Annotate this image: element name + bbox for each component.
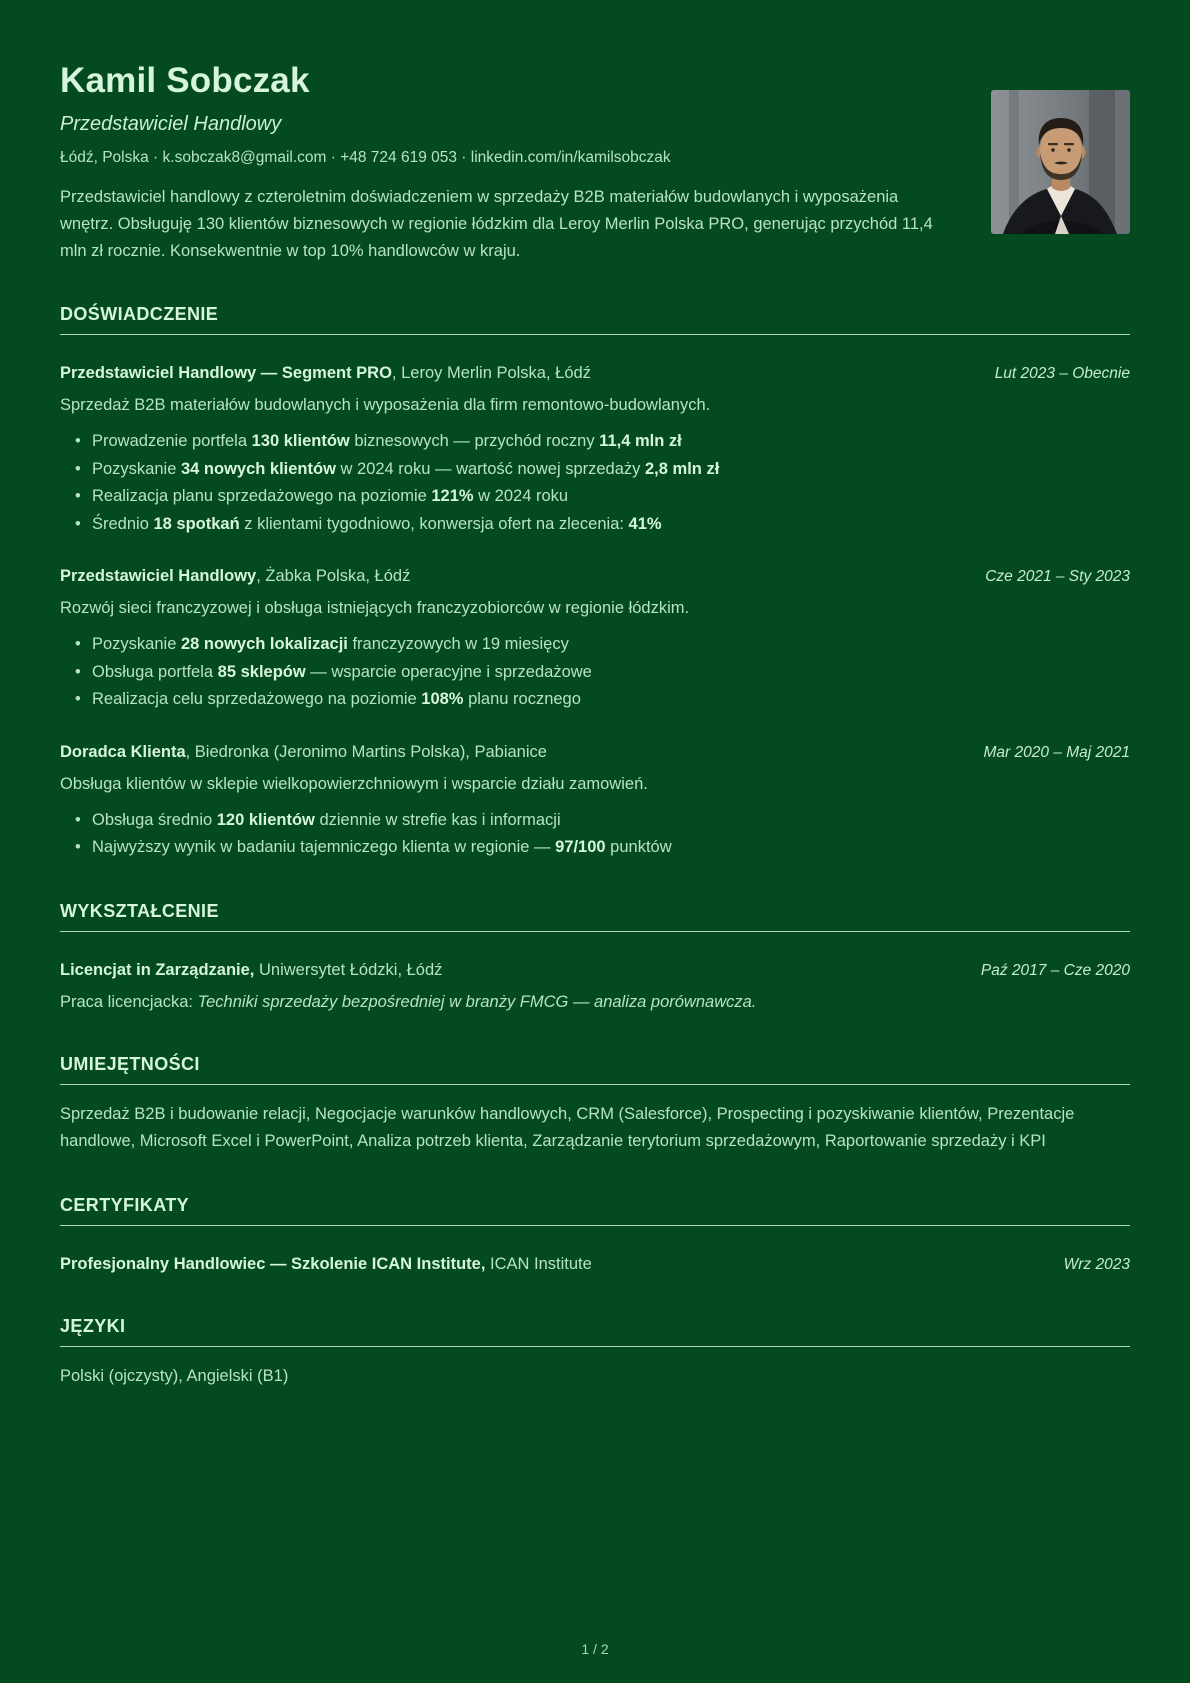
text-run: Obsługa portfela: [92, 662, 218, 681]
entry-title: [60, 564, 410, 588]
entry-bullet: [60, 659, 1130, 687]
text-run: Obsługa średnio: [92, 810, 217, 829]
text-run: w 2024 roku — wartość nowej sprzedaży: [335, 459, 645, 478]
text-run: franczyzowych w 19 miesięcy: [347, 635, 569, 653]
education-entry: [60, 958, 1130, 1015]
entry-head: [60, 1252, 1130, 1277]
entry-bullet: [60, 834, 1130, 862]
education-entries: [60, 958, 1130, 1015]
section-experience: [60, 303, 1130, 862]
section-title-education: WYKSZTAŁCENIE: [60, 900, 1130, 932]
entry-date: Mar 2020 – Maj 2021: [983, 743, 1130, 761]
text-run: Profesjonalny Handlowiec — Szkolenie ICAN Institute,: [60, 1254, 486, 1273]
text-run: Uniwersytet Łódzki, Łódź: [254, 960, 443, 979]
text-run: 28 nowych lokalizacji: [180, 635, 348, 653]
text-run: planu rocznego: [463, 690, 581, 708]
section-languages: [60, 1315, 1130, 1391]
page-number: 1 / 2: [581, 1641, 609, 1657]
text-run: 34 nowych klientów: [180, 459, 336, 478]
text-run: 121%: [431, 487, 474, 505]
section-education: [60, 900, 1130, 1015]
text-run: , Biedronka (Jeronimo Martins Polska), Pabianice: [185, 742, 547, 761]
portrait-illustration: [991, 90, 1130, 234]
header-text-block: [60, 60, 945, 265]
entry-title: [60, 361, 591, 385]
entry-head: [60, 361, 1130, 386]
entry-bullet: [60, 456, 1130, 484]
text-run: Licencjat in Zarządzanie,: [60, 960, 255, 979]
profile-summary: Przedstawiciel handlowy z czteroletnim doświadczeniem w sprzedaży B2B materiałów budowlanych i wyposażenia wnętrz. Obsługuję 130 klientów biznesowych w regionie łódzkim dla Leroy Merlin Polska PRO, generując przychód 11,4 mln zł rocznie. Konsekwentnie w top 10% handlowców w kraju.: [60, 188, 933, 260]
text-run: biznesowych — przychód roczny: [349, 432, 600, 450]
certificate-entry: [60, 1252, 1130, 1277]
text-run: punktów: [605, 838, 672, 856]
entry-date: Wrz 2023: [1063, 1255, 1130, 1273]
experience-entry: [60, 564, 1130, 714]
entry-bullet-list: [60, 807, 1130, 862]
entry-head: [60, 958, 1130, 983]
languages-text: Polski (ojczysty), Angielski (B1): [60, 1366, 289, 1385]
text-run: Najwyższy wynik w badaniu tajemniczego klienta w regionie —: [92, 838, 556, 856]
text-run: Realizacja celu sprzedażowego na poziomie: [92, 690, 422, 708]
entry-bullet: [60, 428, 1130, 456]
section-title-languages: JĘZYKI: [60, 1315, 1130, 1347]
section-title-experience: DOŚWIADCZENIE: [60, 303, 1130, 335]
section-title-skills: UMIEJĘTNOŚCI: [60, 1053, 1130, 1085]
person-job-title: Przedstawiciel Handlowy: [60, 113, 282, 135]
entry-description: [60, 989, 1130, 1015]
entry-date: Cze 2021 – Sty 2023: [985, 568, 1130, 585]
text-run: , Leroy Merlin Polska, Łódź: [391, 364, 591, 382]
text-run: 18 spotkań: [153, 514, 240, 533]
entry-date: Paź 2017 – Cze 2020: [980, 961, 1130, 979]
header: [60, 60, 1130, 265]
text-run: dziennie w strefie kas i informacji: [314, 810, 561, 829]
text-run: Pozyskanie: [92, 459, 181, 478]
entry-title: [60, 740, 547, 764]
entry-bullet: [60, 686, 1130, 714]
text-run: 85 sklepów: [217, 662, 306, 681]
text-run: 108%: [421, 690, 464, 708]
section-skills: [60, 1053, 1130, 1156]
entry-bullet-list: [60, 428, 1130, 538]
experience-entry: [60, 740, 1130, 862]
text-run: z klientami tygodniowo, konwersja ofert na zlecenia:: [239, 514, 629, 533]
entry-description: Obsługa klientów w sklepie wielkopowierzchniowym i wsparcie działu zamowień.: [60, 774, 648, 793]
entry-description: Rozwój sieci franczyzowej i obsługa istniejących franczyzobiorców w regionie łódzkim.: [60, 599, 690, 617]
text-run: 130 klientów: [251, 432, 350, 450]
text-run: Pozyskanie: [92, 635, 181, 653]
text-run: Prowadzenie portfela: [92, 432, 252, 450]
text-run: 97/100: [555, 838, 606, 856]
entry-title: [60, 1252, 592, 1276]
certificate-entries: [60, 1252, 1130, 1277]
entry-bullet: [60, 631, 1130, 659]
section-title-certificates: CERTYFIKATY: [60, 1194, 1130, 1226]
text-run: Średnio: [92, 514, 154, 533]
text-run: 2,8 mln zł: [645, 459, 720, 478]
text-run: 41%: [628, 514, 662, 533]
experience-entry: [60, 361, 1130, 538]
skills-text: Sprzedaż B2B i budowanie relacji, Negocjacje warunków handlowych, CRM (Salesforce), Prospecting i pozyskiwanie klientów, Prezentacje handlowe, Microsoft Excel i PowerPoint, Analiza potrzeb klienta, Zarządzanie terytorium sprzedażowym, Raportowanie sprzedaży i KPI: [60, 1104, 1075, 1150]
text-run: Przedstawiciel Handlowy: [60, 567, 257, 585]
text-run: Techniki sprzedaży bezpośredniej w branży FMCG — analiza porównawcza.: [197, 992, 757, 1011]
text-run: Praca licencjacka:: [60, 992, 198, 1011]
contact-line: Łódź, Polska · k.sobczak8@gmail.com · +48 724 619 053 · linkedin.com/in/kamilsobczak: [60, 149, 671, 166]
section-certificates: [60, 1194, 1130, 1277]
text-run: Przedstawiciel Handlowy — Segment PRO: [60, 364, 392, 382]
entry-bullet: [60, 807, 1130, 835]
text-run: , Żabka Polska, Łódź: [256, 567, 411, 585]
entry-title: [60, 958, 442, 982]
entry-bullet: [60, 483, 1130, 511]
text-run: 11,4 mln zł: [599, 432, 682, 450]
entry-date: Lut 2023 – Obecnie: [994, 365, 1130, 382]
text-run: Realizacja planu sprzedażowego na poziomie: [92, 487, 432, 505]
entry-head: [60, 564, 1130, 589]
text-run: — wsparcie operacyjne i sprzedażowe: [305, 662, 592, 681]
profile-photo: [991, 90, 1130, 234]
experience-entries: [60, 361, 1130, 862]
text-run: Doradca Klienta: [60, 742, 186, 761]
entry-bullet: [60, 511, 1130, 539]
text-run: w 2024 roku: [473, 487, 569, 505]
text-run: ICAN Institute: [485, 1254, 592, 1273]
text-run: 120 klientów: [216, 810, 315, 829]
person-name: Kamil Sobczak: [60, 61, 310, 100]
entry-description: Sprzedaż B2B materiałów budowlanych i wyposażenia dla firm remontowo-budowlanych.: [60, 396, 711, 414]
entry-bullet-list: [60, 631, 1130, 714]
entry-head: [60, 740, 1130, 765]
